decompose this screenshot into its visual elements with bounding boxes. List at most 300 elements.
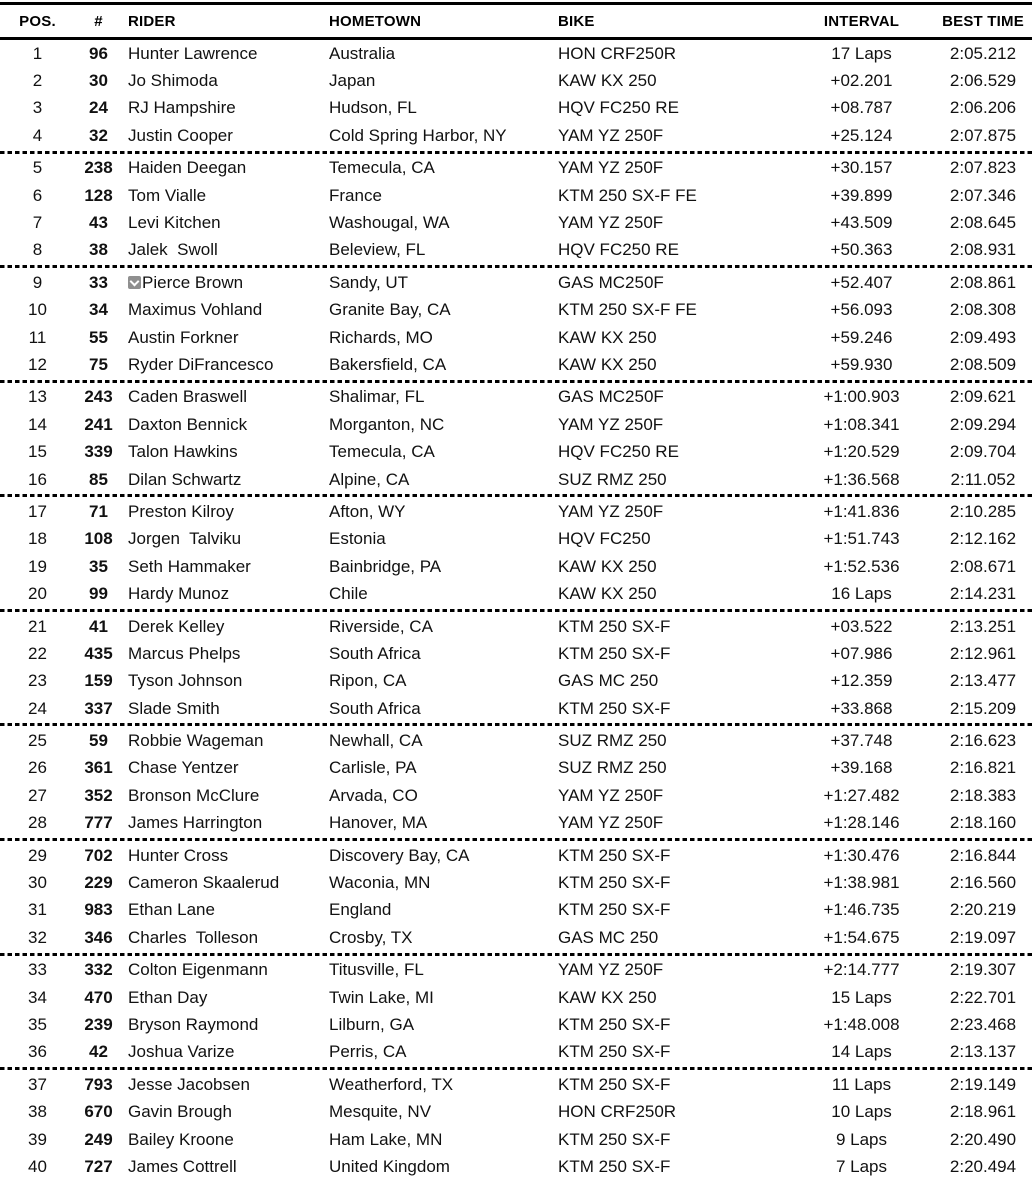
- cell-interval: +52.407: [830, 272, 893, 292]
- cell-num: 71: [89, 501, 108, 521]
- cell-interval: +43.509: [830, 213, 893, 233]
- cell-num: 435: [84, 643, 113, 663]
- cell-interval: +1:54.675: [823, 927, 900, 947]
- cell-rider: Preston Kilroy: [128, 501, 234, 521]
- cell-num: 55: [89, 327, 108, 347]
- table-row: [0, 897, 1032, 924]
- cell-hometown: Chile: [329, 584, 368, 604]
- table-row: [0, 924, 1032, 951]
- cell-hometown: Twin Lake, MI: [329, 987, 434, 1007]
- cell-best: 2:23.468: [949, 1014, 1017, 1034]
- cell-pos: 14: [28, 414, 47, 434]
- table-row: [0, 526, 1032, 553]
- cell-rider: Ethan Lane: [128, 900, 215, 920]
- cell-rider: Bronson McClure: [128, 785, 260, 805]
- cell-interval: 17 Laps: [831, 43, 892, 63]
- cell-num: 33: [89, 272, 108, 292]
- table-row: [0, 324, 1032, 351]
- cell-num: 42: [89, 1042, 108, 1062]
- cell-best: 2:19.149: [949, 1074, 1017, 1094]
- cell-pos: 13: [28, 387, 47, 407]
- cell-interval: 11 Laps: [831, 1074, 892, 1094]
- cell-interval: +1:20.529: [823, 442, 900, 462]
- cell-hometown: Hudson, FL: [329, 98, 417, 118]
- cell-num: 229: [84, 873, 113, 893]
- cell-rider: Jorgen Talviku: [128, 529, 242, 549]
- table-row: [0, 640, 1032, 667]
- cell-num: 32: [89, 125, 108, 145]
- cell-best: 2:20.490: [949, 1129, 1017, 1149]
- cell-hometown: Lilburn, GA: [329, 1014, 415, 1034]
- cell-num: 983: [84, 900, 113, 920]
- column-header-bike: BIKE: [553, 4, 789, 39]
- cell-num: 241: [84, 414, 113, 434]
- table-row: [0, 182, 1032, 209]
- cell-num: 777: [84, 813, 113, 833]
- column-header-interval: INTERVAL: [789, 4, 934, 39]
- cell-num: 35: [89, 556, 108, 576]
- cell-best: 2:05.212: [949, 43, 1017, 63]
- cell-rider: Dilan Schwartz: [128, 469, 242, 489]
- table-row: [0, 984, 1032, 1011]
- cell-rider: Justin Cooper: [128, 125, 233, 145]
- cell-num: 332: [84, 960, 113, 980]
- chevron-down-icon[interactable]: [128, 276, 141, 289]
- cell-rider: Tyson Johnson: [128, 671, 243, 691]
- table-row: [0, 810, 1032, 837]
- cell-interval: +1:48.008: [823, 1014, 900, 1034]
- cell-num: 670: [84, 1102, 113, 1122]
- table-row: [0, 1039, 1032, 1066]
- cell-interval: +1:08.341: [823, 414, 900, 434]
- cell-rider: Slade Smith: [128, 698, 220, 718]
- results-header: [0, 4, 1032, 39]
- cell-pos: 23: [28, 671, 47, 691]
- cell-interval: +1:30.476: [823, 845, 900, 865]
- cell-best: 2:16.623: [949, 731, 1017, 751]
- cell-pos: 39: [28, 1129, 47, 1149]
- cell-best: 2:20.494: [949, 1156, 1017, 1176]
- cell-hometown: Ham Lake, MN: [329, 1129, 443, 1149]
- cell-interval: +56.093: [830, 300, 893, 320]
- header-row: [0, 4, 1032, 39]
- cell-hometown: Hanover, MA: [329, 813, 428, 833]
- table-row: [0, 466, 1032, 493]
- table-row: [0, 695, 1032, 722]
- results-body: [0, 39, 1032, 1178]
- cell-pos: 4: [32, 125, 43, 145]
- cell-num: 85: [89, 469, 108, 489]
- cell-best: 2:18.160: [949, 813, 1017, 833]
- cell-pos: 24: [28, 698, 47, 718]
- table-row: [0, 755, 1032, 782]
- cell-pos: 2: [32, 71, 43, 91]
- cell-hometown: Perris, CA: [329, 1042, 407, 1062]
- cell-best: 2:18.383: [949, 785, 1017, 805]
- cell-bike: KTM 250 SX-F: [558, 1014, 671, 1034]
- cell-interval: +59.930: [830, 354, 893, 374]
- table-row: [0, 869, 1032, 896]
- cell-hometown: Estonia: [329, 529, 386, 549]
- cell-hometown: Granite Bay, CA: [329, 300, 451, 320]
- cell-bike: HQV FC250 RE: [558, 98, 679, 118]
- cell-bike: KTM 250 SX-F: [558, 643, 671, 663]
- cell-hometown: Ripon, CA: [329, 671, 407, 691]
- cell-hometown: Titusville, FL: [329, 960, 424, 980]
- cell-best: 2:12.961: [949, 643, 1017, 663]
- cell-interval: +1:27.482: [823, 785, 900, 805]
- cell-best: 2:12.162: [949, 529, 1017, 549]
- cell-hometown: Afton, WY: [329, 501, 406, 521]
- cell-bike: KTM 250 SX-F: [558, 1074, 671, 1094]
- cell-bike: SUZ RMZ 250: [558, 758, 667, 778]
- cell-interval: +33.868: [830, 698, 893, 718]
- cell-bike: YAM YZ 250F: [558, 414, 664, 434]
- cell-num: 339: [84, 442, 113, 462]
- table-row: [0, 411, 1032, 438]
- table-row: [0, 668, 1032, 695]
- cell-bike: YAM YZ 250F: [558, 125, 664, 145]
- cell-best: 2:19.097: [949, 927, 1017, 947]
- cell-num: 96: [89, 43, 108, 63]
- cell-bike: KTM 250 SX-F: [558, 900, 671, 920]
- cell-best: 2:10.285: [949, 501, 1017, 521]
- cell-best: 2:08.861: [949, 272, 1017, 292]
- cell-rider: Bryson Raymond: [128, 1014, 259, 1034]
- cell-num: 99: [89, 584, 108, 604]
- cell-best: 2:08.308: [949, 300, 1017, 320]
- cell-bike: GAS MC 250: [558, 927, 659, 947]
- cell-rider: Daxton Bennick: [128, 414, 248, 434]
- cell-num: 128: [84, 185, 113, 205]
- cell-bike: SUZ RMZ 250: [558, 469, 667, 489]
- cell-hometown: Crosby, TX: [329, 927, 413, 947]
- table-row: [0, 438, 1032, 465]
- cell-interval: +1:51.743: [823, 529, 900, 549]
- table-row: [0, 1126, 1032, 1153]
- cell-num: 30: [89, 71, 108, 91]
- cell-pos: 25: [28, 731, 47, 751]
- cell-interval: +30.157: [830, 158, 893, 178]
- cell-rider: Robbie Wageman: [128, 731, 264, 751]
- cell-bike: HON CRF250R: [558, 1102, 677, 1122]
- cell-pos: 3: [32, 98, 43, 118]
- cell-interval: +1:52.536: [823, 556, 900, 576]
- cell-pos: 21: [28, 616, 47, 636]
- cell-bike: KAW KX 250: [558, 354, 657, 374]
- cell-interval: +1:36.568: [823, 469, 900, 489]
- cell-pos: 19: [28, 556, 47, 576]
- cell-rider: Jo Shimoda: [128, 71, 218, 91]
- cell-hometown: Sandy, UT: [329, 272, 409, 292]
- cell-pos: 20: [28, 584, 47, 604]
- cell-best: 2:14.231: [949, 584, 1017, 604]
- table-row: [0, 297, 1032, 324]
- table-row: [0, 384, 1032, 411]
- cell-rider: James Cottrell: [128, 1156, 237, 1176]
- cell-bike: KTM 250 SX-F FE: [558, 185, 697, 205]
- cell-interval: 7 Laps: [835, 1156, 888, 1176]
- cell-bike: YAM YZ 250F: [558, 960, 664, 980]
- cell-rider: Austin Forkner: [128, 327, 239, 347]
- cell-pos: 34: [28, 987, 47, 1007]
- cell-num: 238: [84, 158, 113, 178]
- cell-hometown: Morganton, NC: [329, 414, 445, 434]
- cell-hometown: Beleview, FL: [329, 240, 426, 260]
- cell-rider: Marcus Phelps: [128, 643, 241, 663]
- cell-pos: 9: [32, 272, 43, 292]
- cell-interval: +2:14.777: [823, 960, 900, 980]
- table-row: [0, 269, 1032, 296]
- cell-rider: Seth Hammaker: [128, 556, 251, 576]
- cell-interval: +25.124: [830, 125, 893, 145]
- cell-bike: HON CRF250R: [558, 43, 677, 63]
- cell-best: 2:07.346: [949, 185, 1017, 205]
- cell-hometown: United Kingdom: [329, 1156, 450, 1176]
- table-row: [0, 209, 1032, 236]
- cell-pos: 17: [28, 501, 47, 521]
- cell-interval: +1:46.735: [823, 900, 900, 920]
- cell-rider: Cameron Skaalerud: [128, 873, 280, 893]
- cell-bike: KTM 250 SX-F: [558, 1156, 671, 1176]
- cell-bike: HQV FC250 RE: [558, 240, 679, 260]
- cell-interval: +03.522: [830, 616, 893, 636]
- table-row: [0, 351, 1032, 378]
- cell-pos: 29: [28, 845, 47, 865]
- cell-pos: 28: [28, 813, 47, 833]
- cell-pos: 16: [28, 469, 47, 489]
- cell-hometown: Mesquite, NV: [329, 1102, 432, 1122]
- cell-num: 793: [84, 1074, 113, 1094]
- cell-rider: Hunter Cross: [128, 845, 229, 865]
- cell-best: 2:13.477: [949, 671, 1017, 691]
- table-row: [0, 727, 1032, 754]
- cell-rider: Tom Vialle: [128, 185, 207, 205]
- cell-best: 2:18.961: [949, 1102, 1017, 1122]
- table-row: [0, 95, 1032, 122]
- cell-bike: KAW KX 250: [558, 327, 657, 347]
- cell-hometown: France: [329, 185, 382, 205]
- table-row: [0, 613, 1032, 640]
- cell-num: 34: [89, 300, 108, 320]
- cell-best: 2:06.529: [949, 71, 1017, 91]
- cell-interval: +39.899: [830, 185, 893, 205]
- cell-hometown: Shalimar, FL: [329, 387, 425, 407]
- cell-rider: Ryder DiFrancesco: [128, 354, 274, 374]
- cell-best: 2:08.509: [949, 354, 1017, 374]
- cell-pos: 18: [28, 529, 47, 549]
- table-row: [0, 67, 1032, 94]
- cell-pos: 15: [28, 442, 47, 462]
- cell-rider: Jalek Swoll: [128, 240, 218, 260]
- cell-hometown: Discovery Bay, CA: [329, 845, 470, 865]
- column-header-pos: POS.: [0, 4, 75, 39]
- cell-pos: 8: [32, 240, 43, 260]
- column-header-rider: RIDER: [122, 4, 326, 39]
- cell-hometown: Temecula, CA: [329, 158, 435, 178]
- cell-bike: KTM 250 SX-F FE: [558, 300, 697, 320]
- cell-bike: KAW KX 250: [558, 987, 657, 1007]
- cell-bike: KTM 250 SX-F: [558, 1042, 671, 1062]
- cell-pos: 35: [28, 1014, 47, 1034]
- cell-bike: HQV FC250: [558, 529, 651, 549]
- cell-rider: Caden Braswell: [128, 387, 248, 407]
- cell-best: 2:13.251: [949, 616, 1017, 636]
- cell-rider: Talon Hawkins: [128, 442, 238, 462]
- cell-best: 2:15.209: [949, 698, 1017, 718]
- cell-pos: 33: [28, 960, 47, 980]
- cell-hometown: Australia: [329, 43, 396, 63]
- cell-pos: 38: [28, 1102, 47, 1122]
- cell-hometown: Temecula, CA: [329, 442, 435, 462]
- cell-num: 346: [84, 927, 113, 947]
- cell-bike: KTM 250 SX-F: [558, 616, 671, 636]
- cell-best: 2:08.645: [949, 213, 1017, 233]
- cell-bike: KTM 250 SX-F: [558, 873, 671, 893]
- cell-interval: 14 Laps: [831, 1042, 892, 1062]
- cell-best: 2:07.875: [949, 125, 1017, 145]
- cell-hometown: Weatherford, TX: [329, 1074, 454, 1094]
- cell-bike: KAW KX 250: [558, 556, 657, 576]
- cell-rider: Haiden Deegan: [128, 158, 247, 178]
- cell-pos: 32: [28, 927, 47, 947]
- cell-best: 2:20.219: [949, 900, 1017, 920]
- table-row: [0, 1153, 1032, 1178]
- column-header-best: BEST TIME: [934, 4, 1032, 39]
- cell-bike: KTM 250 SX-F: [558, 845, 671, 865]
- cell-rider: RJ Hampshire: [128, 98, 236, 118]
- cell-rider: Ethan Day: [128, 987, 208, 1007]
- cell-hometown: Waconia, MN: [329, 873, 431, 893]
- cell-best: 2:09.704: [949, 442, 1017, 462]
- table-row: [0, 553, 1032, 580]
- cell-rider: Chase Yentzer: [128, 758, 239, 778]
- cell-rider: Derek Kelley: [128, 616, 225, 636]
- table-row: [0, 1098, 1032, 1125]
- cell-num: 470: [84, 987, 113, 1007]
- cell-bike: KAW KX 250: [558, 584, 657, 604]
- table-row: [0, 580, 1032, 607]
- cell-hometown: Richards, MO: [329, 327, 433, 347]
- cell-rider: Charles Tolleson: [128, 927, 259, 947]
- cell-interval: +37.748: [830, 731, 893, 751]
- cell-best: 2:07.823: [949, 158, 1017, 178]
- cell-hometown: Bainbridge, PA: [329, 556, 442, 576]
- cell-num: 159: [84, 671, 113, 691]
- cell-hometown: England: [329, 900, 392, 920]
- cell-best: 2:22.701: [949, 987, 1017, 1007]
- cell-num: 24: [89, 98, 108, 118]
- cell-interval: +50.363: [830, 240, 893, 260]
- cell-interval: +08.787: [830, 98, 893, 118]
- cell-bike: KTM 250 SX-F: [558, 1129, 671, 1149]
- cell-rider: Joshua Varize: [128, 1042, 235, 1062]
- cell-interval: 15 Laps: [831, 987, 892, 1007]
- cell-hometown: South Africa: [329, 698, 421, 718]
- cell-best: 2:09.294: [949, 414, 1017, 434]
- cell-pos: 10: [28, 300, 47, 320]
- cell-rider: Hunter Lawrence: [128, 43, 258, 63]
- chevron-glyph: [130, 276, 140, 286]
- cell-rider: Maximus Vohland: [128, 300, 263, 320]
- cell-hometown: South Africa: [329, 643, 421, 663]
- cell-pos: 5: [32, 158, 43, 178]
- cell-bike: GAS MC250F: [558, 387, 664, 407]
- cell-pos: 26: [28, 758, 47, 778]
- table-row: [0, 842, 1032, 869]
- cell-num: 249: [84, 1129, 113, 1149]
- cell-interval: +1:28.146: [823, 813, 900, 833]
- cell-best: 2:13.137: [949, 1042, 1017, 1062]
- cell-pos: 11: [28, 327, 47, 347]
- cell-num: 41: [89, 616, 108, 636]
- cell-rider: Levi Kitchen: [128, 213, 221, 233]
- cell-pos: 31: [28, 900, 47, 920]
- cell-rider: Pierce Brown: [122, 269, 326, 296]
- cell-bike: YAM YZ 250F: [558, 785, 664, 805]
- cell-hometown: Cold Spring Harbor, NY: [329, 125, 507, 145]
- cell-num: 38: [89, 240, 108, 260]
- table-row: [0, 39, 1032, 68]
- table-row: [0, 1071, 1032, 1098]
- table-row: [0, 957, 1032, 984]
- cell-best: 2:09.493: [949, 327, 1017, 347]
- cell-num: 352: [84, 785, 113, 805]
- cell-best: 2:08.931: [949, 240, 1017, 260]
- cell-num: 75: [89, 354, 108, 374]
- cell-hometown: Carlisle, PA: [329, 758, 417, 778]
- cell-pos: 37: [28, 1074, 47, 1094]
- cell-num: 108: [84, 529, 113, 549]
- cell-best: 2:08.671: [949, 556, 1017, 576]
- cell-num: 361: [84, 758, 113, 778]
- column-header-hometown: HOMETOWN: [326, 4, 553, 39]
- cell-bike: SUZ RMZ 250: [558, 731, 667, 751]
- cell-pos: 40: [28, 1156, 47, 1176]
- table-row: [0, 498, 1032, 525]
- cell-bike: YAM YZ 250F: [558, 813, 664, 833]
- table-row: [0, 155, 1032, 182]
- cell-interval: +39.168: [830, 758, 893, 778]
- results-table: [0, 2, 1032, 1178]
- cell-num: 239: [84, 1014, 113, 1034]
- cell-bike: GAS MC250F: [558, 272, 664, 292]
- cell-hometown: Arvada, CO: [329, 785, 418, 805]
- cell-bike: GAS MC 250: [558, 671, 659, 691]
- cell-pos: 6: [32, 185, 43, 205]
- cell-num: 59: [89, 731, 108, 751]
- cell-bike: HQV FC250 RE: [558, 442, 679, 462]
- cell-interval: +59.246: [830, 327, 893, 347]
- cell-hometown: Alpine, CA: [329, 469, 410, 489]
- cell-pos: 12: [28, 354, 47, 374]
- cell-hometown: Riverside, CA: [329, 616, 433, 636]
- cell-num: 43: [89, 213, 108, 233]
- cell-best: 2:16.821: [949, 758, 1017, 778]
- column-header-num: #: [75, 4, 122, 39]
- cell-interval: 10 Laps: [831, 1102, 892, 1122]
- cell-bike: YAM YZ 250F: [558, 213, 664, 233]
- cell-num: 727: [84, 1156, 113, 1176]
- cell-num: 337: [84, 698, 113, 718]
- table-row: [0, 782, 1032, 809]
- cell-rider: Gavin Brough: [128, 1102, 232, 1122]
- cell-rider: Bailey Kroone: [128, 1129, 234, 1149]
- cell-bike: KTM 250 SX-F: [558, 698, 671, 718]
- cell-bike: YAM YZ 250F: [558, 158, 664, 178]
- cell-best: 2:11.052: [950, 469, 1016, 489]
- cell-bike: YAM YZ 250F: [558, 501, 664, 521]
